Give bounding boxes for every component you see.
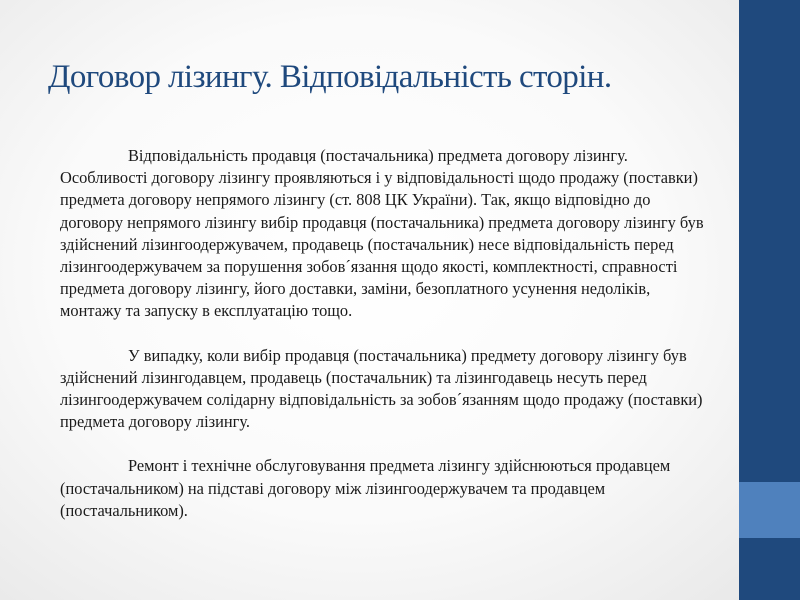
paragraph-repair-maintenance: Ремонт і технічне обслуговування предмета лізингу здійснюються продавцем (постачальником) на підставі договору між лізингоодержувачем та продавцем (постачальником). xyxy=(60,456,671,520)
sidebar-accent-block xyxy=(739,482,800,538)
paragraph-joint-responsibility: У випадку, коли вибір продавця (постачальника) предмету договору лізингу був здійснений лізингодавцем, продавець (постачальник) та лізингодавець несуть перед лізингоодержувачем солідарну відповідальність за зобов´язанням щодо продажу (поставки) предмета договору лізингу. xyxy=(60,345,703,432)
slide-body xyxy=(60,145,710,544)
slide-title: Договор лізингу. Відповідальність сторін. xyxy=(48,59,612,95)
paragraph-seller-responsibility: Відповідальність продавця (постачальника) предмета договору лізингу. Особливості договору лізингу проявляються і у відповідальності щодо продажу (поставки) предмета договору непрямого лізингу (ст. 808 ЦК України). Так, якщо відповідно до договору непрямого лізингу вибір продавця (постачальника) предмета договору лізингу був здійснений лізингоодержувачем, продавець (постачальник) несе відповідальність перед лізингоодержувачем за порушення зобов´язання щодо якості, комплектності, справності предмета договору лізингу, його доставки, заміни, безоплатного усунення недоліків, монтажу та запуску в експлуатацію тощо. xyxy=(60,146,704,321)
